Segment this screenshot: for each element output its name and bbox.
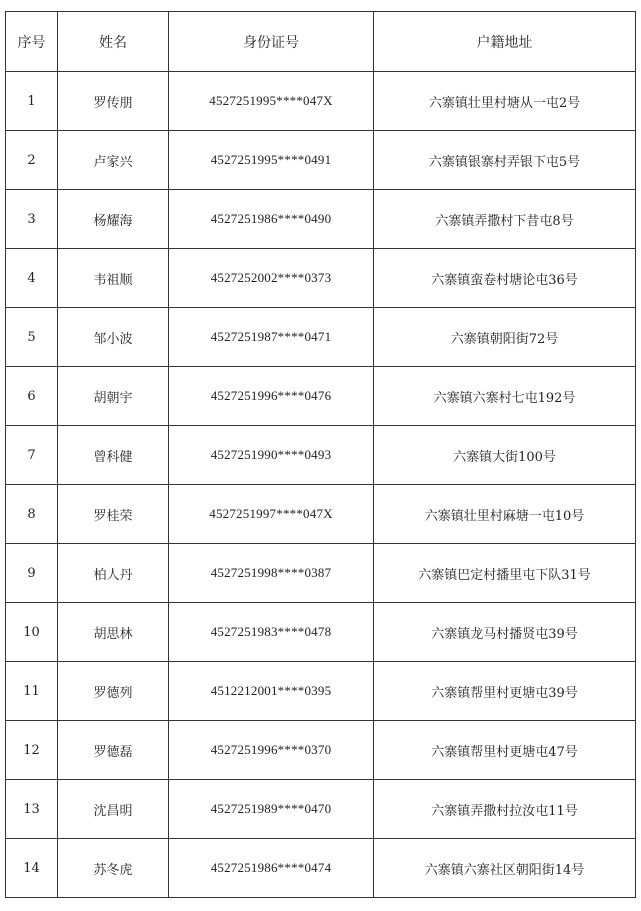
cell-address: 六寨镇帮里村更塘屯47号 bbox=[374, 721, 636, 780]
cell-address: 六寨镇壮里村塘从一屯2号 bbox=[374, 72, 636, 131]
cell-seq: 13 bbox=[6, 780, 58, 839]
cell-seq: 12 bbox=[6, 721, 58, 780]
cell-name: 曾科健 bbox=[58, 426, 169, 485]
cell-seq: 11 bbox=[6, 662, 58, 721]
cell-id-number: 4527251990****0493 bbox=[169, 426, 374, 485]
cell-address: 六寨镇六寨村七屯192号 bbox=[374, 367, 636, 426]
cell-id-number: 4527251986****0490 bbox=[169, 190, 374, 249]
table-body bbox=[6, 72, 636, 898]
table-row bbox=[6, 603, 636, 662]
cell-id-number: 4527251987****0471 bbox=[169, 308, 374, 367]
cell-seq: 2 bbox=[6, 131, 58, 190]
cell-address: 六寨镇弄撒村拉汝屯11号 bbox=[374, 780, 636, 839]
table-row bbox=[6, 249, 636, 308]
cell-id-number: 4527251998****0387 bbox=[169, 544, 374, 603]
cell-seq: 7 bbox=[6, 426, 58, 485]
header-id-number: 身份证号 bbox=[169, 12, 374, 72]
roster-table bbox=[5, 11, 636, 898]
table-row bbox=[6, 131, 636, 190]
table-row bbox=[6, 721, 636, 780]
cell-name: 卢家兴 bbox=[58, 131, 169, 190]
table-row bbox=[6, 426, 636, 485]
table-row bbox=[6, 367, 636, 426]
cell-seq: 10 bbox=[6, 603, 58, 662]
cell-name: 韦祖顺 bbox=[58, 249, 169, 308]
cell-name: 罗德磊 bbox=[58, 721, 169, 780]
cell-id-number: 4527251996****0370 bbox=[169, 721, 374, 780]
table-row bbox=[6, 72, 636, 131]
cell-id-number: 4527251996****0476 bbox=[169, 367, 374, 426]
cell-name: 沈昌明 bbox=[58, 780, 169, 839]
cell-id-number: 4527251995****0491 bbox=[169, 131, 374, 190]
cell-address: 六寨镇蛮卷村塘论屯36号 bbox=[374, 249, 636, 308]
cell-seq: 9 bbox=[6, 544, 58, 603]
cell-name: 邹小波 bbox=[58, 308, 169, 367]
table-row bbox=[6, 308, 636, 367]
table-header bbox=[6, 12, 636, 72]
cell-name: 胡朝宇 bbox=[58, 367, 169, 426]
cell-seq: 8 bbox=[6, 485, 58, 544]
header-address: 户籍地址 bbox=[374, 12, 636, 72]
cell-name: 罗桂荣 bbox=[58, 485, 169, 544]
cell-name: 杨耀海 bbox=[58, 190, 169, 249]
header-row bbox=[6, 12, 636, 72]
cell-seq: 5 bbox=[6, 308, 58, 367]
header-seq: 序号 bbox=[6, 12, 58, 72]
cell-address: 六寨镇龙马村播贤屯39号 bbox=[374, 603, 636, 662]
table-row bbox=[6, 839, 636, 898]
cell-address: 六寨镇弄撒村下昔屯8号 bbox=[374, 190, 636, 249]
table-row bbox=[6, 190, 636, 249]
table-row bbox=[6, 780, 636, 839]
cell-address: 六寨镇朝阳街72号 bbox=[374, 308, 636, 367]
cell-address: 六寨镇六寨社区朝阳街14号 bbox=[374, 839, 636, 898]
cell-id-number: 4527251995****047X bbox=[169, 72, 374, 131]
cell-name: 罗传朋 bbox=[58, 72, 169, 131]
cell-address: 六寨镇巴定村播里屯下队31号 bbox=[374, 544, 636, 603]
table-row bbox=[6, 662, 636, 721]
cell-address: 六寨镇帮里村更塘屯39号 bbox=[374, 662, 636, 721]
cell-seq: 6 bbox=[6, 367, 58, 426]
cell-name: 胡思林 bbox=[58, 603, 169, 662]
cell-address: 六寨镇银寨村弄银下屯5号 bbox=[374, 131, 636, 190]
cell-address: 六寨镇壮里村麻塘一屯10号 bbox=[374, 485, 636, 544]
cell-id-number: 4527251986****0474 bbox=[169, 839, 374, 898]
table-row bbox=[6, 485, 636, 544]
document-page bbox=[5, 11, 635, 898]
cell-seq: 3 bbox=[6, 190, 58, 249]
cell-address: 六寨镇大街100号 bbox=[374, 426, 636, 485]
cell-id-number: 4527251989****0470 bbox=[169, 780, 374, 839]
cell-id-number: 4527251983****0478 bbox=[169, 603, 374, 662]
cell-id-number: 4527251997****047X bbox=[169, 485, 374, 544]
cell-seq: 1 bbox=[6, 72, 58, 131]
cell-name: 罗德列 bbox=[58, 662, 169, 721]
table-row bbox=[6, 544, 636, 603]
cell-id-number: 4512212001****0395 bbox=[169, 662, 374, 721]
cell-seq: 14 bbox=[6, 839, 58, 898]
cell-name: 柏人丹 bbox=[58, 544, 169, 603]
cell-seq: 4 bbox=[6, 249, 58, 308]
cell-id-number: 4527252002****0373 bbox=[169, 249, 374, 308]
header-name: 姓名 bbox=[58, 12, 169, 72]
cell-name: 苏冬虎 bbox=[58, 839, 169, 898]
